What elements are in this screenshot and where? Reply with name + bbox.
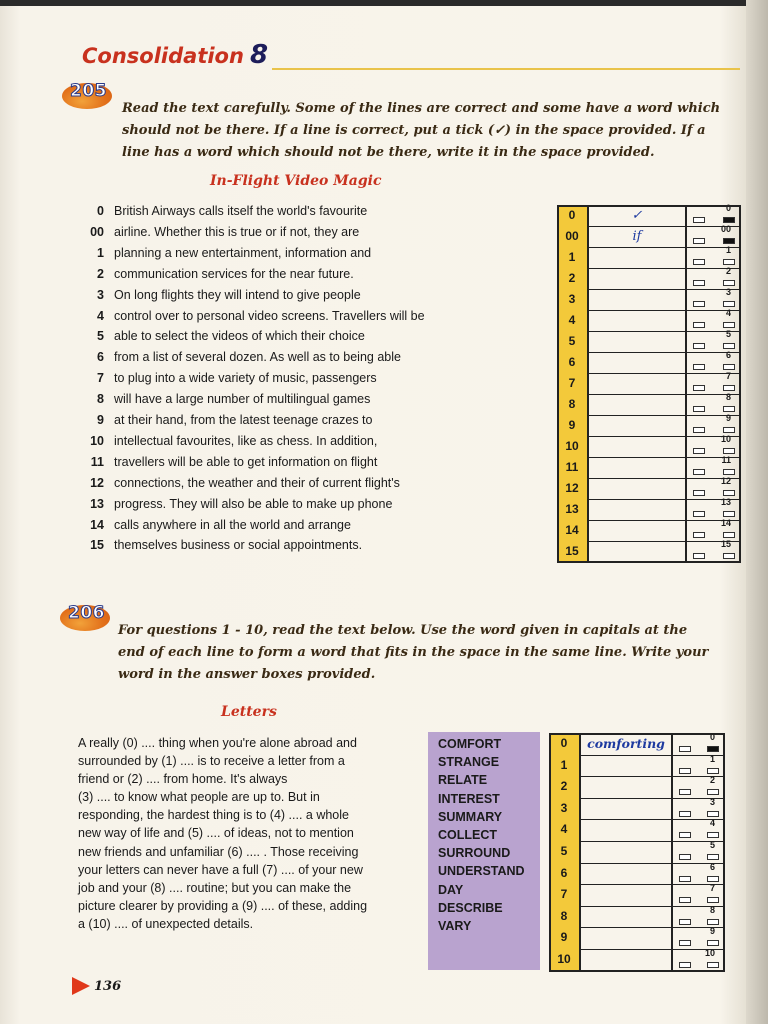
marking-number: 6 <box>725 350 731 360</box>
word-prompt: COLLECT <box>438 828 498 842</box>
line-number: 7 <box>97 371 104 386</box>
word-prompt: VARY <box>438 919 472 933</box>
answer-row-number: 6 <box>549 863 581 885</box>
marking-number: 00 <box>720 224 731 234</box>
marking-number: 1 <box>709 753 715 764</box>
marking-number: 11 <box>721 455 731 465</box>
answer-row-number: 13 <box>557 499 589 520</box>
heading-title: Consolidation <box>82 44 244 68</box>
heading-rule <box>272 68 740 70</box>
answer-row-number: 7 <box>549 884 581 906</box>
answer-row-number: 0 <box>557 205 589 226</box>
answer-row-number: 00 <box>557 226 589 247</box>
marking-number: 14 <box>720 518 731 528</box>
exercise-205-badge <box>62 83 112 109</box>
line-number: 12 <box>90 475 104 490</box>
line-number: 11 <box>90 454 104 469</box>
line-text: at their hand, from the latest teenage crazes to <box>114 413 373 427</box>
word-prompt: STRANGE <box>438 755 500 770</box>
line-number: 2 <box>97 266 104 281</box>
marking-number: 0 <box>725 203 731 213</box>
page-number: 136 <box>94 979 122 994</box>
line-text: from a list of several dozen. As well as to being able <box>114 350 401 365</box>
answer-row-number: 2 <box>549 776 581 798</box>
answer-row-number: 6 <box>557 352 589 373</box>
page-top-edge <box>0 0 768 6</box>
text-line: new way of life and (5) .... of ideas, not to mention <box>78 826 354 841</box>
marking-number: 1 <box>725 245 731 255</box>
word-prompt: INTEREST <box>438 791 500 806</box>
line-number: 15 <box>90 538 104 553</box>
line-number: 0 <box>97 204 104 218</box>
word-prompt: DESCRIBE <box>438 900 503 915</box>
text-line: surrounded by (1) .... is to receive a letter from a <box>78 754 345 769</box>
line-number: 9 <box>97 413 104 427</box>
exercise-206-instruction: For questions 1 - 10, read the text below. Use the word given in capitals at the end of each line to form a word that fits in the space in the same line. Write your word in the answer boxes provided. <box>118 623 709 682</box>
exercise-206-text <box>78 734 418 933</box>
line-number: 4 <box>97 308 104 323</box>
text-line: new friends and unfamiliar (6) .... . Those receiving <box>78 844 359 859</box>
line-number: 00 <box>90 224 104 239</box>
line-number: 5 <box>97 329 104 344</box>
page-arrow-icon <box>72 977 90 995</box>
text-line: responding, the hardest thing is to (4) .... a whole <box>78 808 349 823</box>
answer-row-number: 12 <box>557 478 589 499</box>
answer-row-number: 11 <box>557 457 589 478</box>
text-line: job and your (8) .... routine; but you can make the <box>78 880 352 895</box>
marking-number: 15 <box>720 539 731 549</box>
marking-number: 4 <box>725 308 731 318</box>
word-prompt: COMFORT <box>438 737 502 751</box>
marking-number: 5 <box>725 329 731 339</box>
exercise-206-number: 206 <box>68 603 105 623</box>
text-line: picture clearer by providing a (9) .... of these, adding <box>78 898 368 913</box>
line-number: 8 <box>97 392 104 407</box>
answer-row-number: 2 <box>557 268 589 289</box>
heading-number: 8 <box>249 40 269 70</box>
answer-row-number: 7 <box>557 373 589 394</box>
line-text: communication services for the near future. <box>114 266 354 281</box>
exercise-206-title: Letters <box>221 704 277 720</box>
marking-number: 10 <box>720 434 731 444</box>
marking-number: 10 <box>704 948 715 958</box>
line-text: planning a new entertainment, information and <box>114 245 372 260</box>
marking-number: 9 <box>725 413 731 423</box>
exercise-205-number: 205 <box>70 81 107 101</box>
line-text: intellectual favourites, like as chess. In addition, <box>114 433 378 448</box>
exercise-205-title: In-Flight Video Magic <box>210 173 382 189</box>
word-prompt: UNDERSTAND <box>438 864 525 879</box>
answer-row-number: 5 <box>557 331 589 352</box>
answer-cell[interactable]: if <box>589 226 687 247</box>
line-text: able to select the videos of which their choice <box>114 329 365 344</box>
marking-number: 3 <box>709 796 715 807</box>
answer-row-number: 10 <box>557 436 589 457</box>
page-heading <box>82 40 268 70</box>
answer-row-number: 15 <box>557 541 589 562</box>
line-text: calls anywhere in all the world and arrange <box>114 517 351 532</box>
marking-number: 9 <box>709 926 715 937</box>
answer-row-number: 9 <box>549 927 581 949</box>
exercise-206-badge <box>60 605 110 631</box>
line-text: to plug into a wide variety of music, passengers <box>114 371 377 386</box>
marking-number: 6 <box>709 861 715 872</box>
answer-grid-border <box>549 733 725 972</box>
line-text: travellers will be able to get information on flight <box>114 454 378 469</box>
text-line: friend or (2) .... from home. It's always <box>78 772 288 787</box>
answer-row-number: 0 <box>549 733 581 755</box>
word-prompt: SUMMARY <box>438 809 503 824</box>
line-number: 1 <box>97 245 104 260</box>
answer-row-number: 10 <box>549 949 581 971</box>
word-prompt: DAY <box>438 882 464 897</box>
line-text: progress. They will also be able to make up phone <box>114 496 393 511</box>
text-line: A really (0) .... thing when you're alone abroad and <box>78 736 357 750</box>
marking-number: 13 <box>720 497 731 507</box>
text-line: a (10) .... of unexpected details. <box>78 916 254 931</box>
marking-number: 3 <box>725 287 731 297</box>
marking-number: 2 <box>725 266 731 276</box>
answer-row-number: 1 <box>549 755 581 777</box>
marking-number: 7 <box>725 371 731 381</box>
answer-row-number: 8 <box>557 394 589 415</box>
line-number: 13 <box>90 496 104 511</box>
answer-row-number: 9 <box>557 415 589 436</box>
line-number: 6 <box>97 350 104 365</box>
answer-row-number: 14 <box>557 520 589 541</box>
text-line: your letters can never have a full (7) .... of your new <box>78 862 363 877</box>
exercise-205-instruction: Read the text carefully. Some of the lines are correct and some have a word which should not be there. If a line is correct, put a tick (✓) in the space provided. If a line has a word which should not be there, write it in the space provided. <box>122 101 721 160</box>
exercise-206-word-list <box>428 732 540 970</box>
line-text: airline. Whether this is true or if not, they are <box>114 224 360 239</box>
text-line: (3) .... to know what people are up to. But in <box>78 790 320 805</box>
answer-row-number: 3 <box>557 289 589 310</box>
line-text: British Airways calls itself the world's favourite <box>114 204 368 218</box>
answer-row-number: 4 <box>549 819 581 841</box>
book-spine <box>746 0 768 1024</box>
marking-number: 8 <box>709 904 715 915</box>
answer-row-number: 3 <box>549 798 581 820</box>
answer-row-number: 1 <box>557 247 589 268</box>
marking-number: 7 <box>709 883 715 894</box>
line-text: themselves business or social appointments. <box>114 538 363 553</box>
answer-grid-border <box>557 205 741 563</box>
marking-number: 12 <box>720 476 731 486</box>
answer-cell[interactable]: ✓ <box>589 205 687 226</box>
marking-number: 4 <box>709 818 715 829</box>
answer-row-number: 8 <box>549 906 581 928</box>
line-text: will have a large number of multilingual games <box>114 392 371 407</box>
line-text: connections, the weather and their of current flight's <box>114 475 400 490</box>
line-text: On long flights they will intend to give people <box>114 287 361 302</box>
marking-number: 8 <box>725 392 731 402</box>
marking-number: 2 <box>709 775 715 786</box>
marking-number: 5 <box>709 840 715 850</box>
marking-number: 0 <box>709 732 715 742</box>
line-number: 14 <box>90 517 104 532</box>
word-prompt: SURROUND <box>438 846 511 861</box>
line-text: control over to personal video screens. Travellers will be <box>114 308 425 323</box>
answer-row-number: 5 <box>549 841 581 863</box>
answer-cell[interactable]: comforting <box>581 733 673 755</box>
word-prompt: RELATE <box>438 773 488 788</box>
answer-row-number: 4 <box>557 310 589 331</box>
line-number: 3 <box>97 287 104 302</box>
line-number: 10 <box>90 433 104 448</box>
